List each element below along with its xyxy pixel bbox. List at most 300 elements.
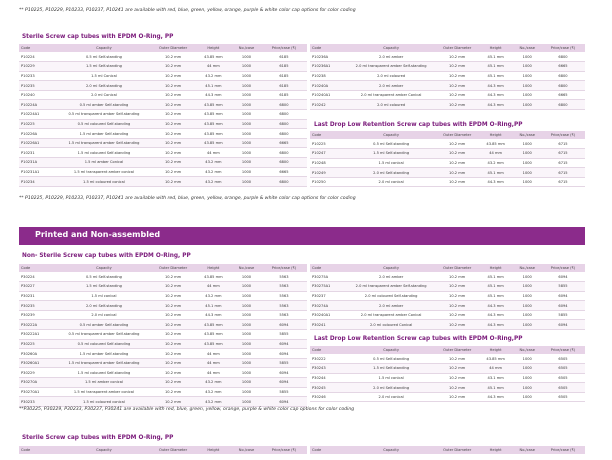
table-cell: 10.2 mm — [437, 354, 478, 364]
table-cell: 1000 — [514, 354, 542, 364]
table-cell: 5563 — [261, 272, 307, 282]
table-cell: 45.1 mm — [478, 168, 514, 178]
column-header: Outer Diameter — [437, 264, 478, 272]
table-cell: 10.2 mm — [437, 100, 478, 110]
table-cell: 45.1 mm — [478, 52, 514, 62]
table-cell: 2.0 ml transparent amber Self-standing — [346, 282, 437, 292]
table-cell: P10224A — [19, 100, 56, 110]
table-cell: 43.2 mm — [195, 158, 232, 168]
table-row — [19, 52, 307, 62]
table-cell: 1.5 ml conical — [346, 158, 437, 168]
table-cell: 1000 — [232, 310, 261, 320]
table-header-row — [310, 446, 585, 454]
table-cell: 6185 — [261, 62, 307, 72]
banner-title: Printed and Non-assembled — [35, 230, 161, 239]
table-row — [19, 81, 307, 91]
table-cell: 0.5 ml Self-standing — [56, 272, 151, 282]
table-row — [310, 168, 585, 178]
table-row — [19, 177, 307, 187]
table-cell: 1000 — [514, 158, 542, 168]
table-cell: 1000 — [232, 177, 261, 187]
table-cell: 6185 — [261, 81, 307, 91]
table-cell: 10.2 mm — [437, 282, 478, 292]
table-cell: 1.5 ml amber Conical — [56, 158, 151, 168]
table-cell: P10238 — [310, 71, 346, 81]
table-header-row — [310, 346, 585, 354]
table-row — [19, 368, 307, 378]
table-cell: P30222A1 — [19, 330, 56, 340]
table-cell: P30240A1 — [310, 310, 346, 320]
table-cell: P30244 — [310, 373, 346, 383]
table-cell: 10.2 mm — [151, 330, 194, 340]
table-row — [19, 339, 307, 349]
table-cell: 1000 — [514, 272, 542, 282]
table-cell: 6800 — [541, 71, 585, 81]
table-cell: 1000 — [232, 138, 261, 148]
table-cell: 6715 — [541, 149, 585, 159]
column-header: No./case — [514, 346, 542, 354]
table-cell: 43.2 mm — [195, 397, 232, 407]
table-cell: 44.3 mm — [195, 90, 232, 100]
column-header: No./case — [514, 264, 542, 272]
table-cell: P10240A1 — [310, 90, 346, 100]
table-cell: 43.2 mm — [478, 158, 514, 168]
table-cell: 1.5 ml coloured conical — [56, 177, 151, 187]
table-cell: P30241 — [310, 320, 346, 330]
table-cell: P30231 — [19, 291, 56, 301]
table-cell: 43.85 mm — [195, 52, 232, 62]
table-cell: 6715 — [541, 177, 585, 187]
table-cell: 1000 — [514, 149, 542, 159]
table-row — [310, 282, 585, 292]
table-cell: 6094 — [261, 339, 307, 349]
table-cell: 6505 — [541, 392, 585, 402]
table-row — [19, 71, 307, 81]
table-cell: P10236A — [310, 52, 346, 62]
table-cell: P30224 — [19, 272, 56, 282]
table-cell: 1000 — [232, 272, 261, 282]
column-header: Code — [310, 264, 346, 272]
table-cell: P10233 — [19, 71, 56, 81]
table-row — [19, 358, 307, 368]
table-cell: 10.2 mm — [151, 358, 194, 368]
column-header: Code — [310, 446, 346, 454]
table-cell: 1000 — [514, 90, 542, 100]
table-cell: 6094 — [541, 272, 585, 282]
table-cell: 1000 — [232, 90, 261, 100]
table-cell: P30275A — [310, 272, 346, 282]
table-cell: 2.0 ml amber — [346, 81, 437, 91]
table-row — [19, 90, 307, 100]
table-header-row — [310, 131, 585, 139]
column-header: Height — [478, 446, 514, 454]
table-cell: 10.2 mm — [151, 397, 194, 407]
column-header: Height — [195, 44, 232, 52]
table-cell: 10.2 mm — [151, 71, 194, 81]
table-cell: 6800 — [261, 158, 307, 168]
table-cell: 1000 — [232, 129, 261, 139]
table-cell: 43.2 mm — [195, 167, 232, 177]
table-cell: 10.2 mm — [437, 90, 478, 100]
table-cell: 1000 — [514, 364, 542, 374]
table-cell: 6715 — [541, 139, 585, 149]
table-cell: 43.1 mm — [478, 373, 514, 383]
table-cell: 10.2 mm — [437, 310, 478, 320]
column-header: Outer Diameter — [151, 446, 194, 454]
table-row — [19, 119, 307, 129]
table-row — [19, 282, 307, 292]
table-cell: 10.2 mm — [151, 301, 194, 311]
table-cell: 10.2 mm — [151, 62, 194, 72]
table-cell: 10.2 mm — [437, 139, 478, 149]
sterile-table-bottom-left — [19, 446, 307, 454]
table-cell: 10.2 mm — [151, 81, 194, 91]
table-cell: 5855 — [261, 358, 307, 368]
table-row — [310, 177, 585, 187]
table-cell: 45.1 mm — [478, 71, 514, 81]
sterile-section-title: Sterile Screw cap tubes with EPDM O-Ring, PP — [22, 34, 174, 40]
table-row — [310, 81, 585, 91]
table-cell: 1000 — [232, 167, 261, 177]
table-cell: 10.2 mm — [151, 387, 194, 397]
table-cell: 44.3 mm — [478, 310, 514, 320]
sterile-table-left — [19, 44, 307, 187]
table-cell: 10.2 mm — [151, 119, 194, 129]
column-header: Code — [19, 264, 56, 272]
table-cell: 0.5 ml amber Self-standing — [56, 320, 151, 330]
table-row — [19, 320, 307, 330]
table-cell: 2.0 ml transparent amber Conical — [346, 310, 437, 320]
table-cell: 43.85 mm — [195, 320, 232, 330]
table-cell: P10250 — [310, 177, 346, 187]
column-header: Code — [19, 44, 56, 52]
table-cell: 5855 — [541, 282, 585, 292]
table-cell: 10.2 mm — [437, 392, 478, 402]
table-cell: 2.0 ml transparent amber Conical — [346, 90, 437, 100]
table-cell: 1000 — [514, 310, 542, 320]
table-cell: 10.2 mm — [151, 110, 194, 120]
table-cell: 2.0 ml Self-standing — [346, 168, 437, 178]
table-cell: 10.2 mm — [437, 158, 478, 168]
table-cell: 1.5 ml transparent amber conical — [56, 387, 151, 397]
table-row — [310, 272, 585, 282]
table-cell: 44.3 mm — [478, 177, 514, 187]
sterile-table-bottom-right — [310, 446, 585, 454]
table-row — [19, 301, 307, 311]
table-cell: 10.2 mm — [437, 149, 478, 159]
table-cell: 10.2 mm — [151, 158, 194, 168]
table-cell: P30260A1 — [19, 358, 56, 368]
table-row — [19, 110, 307, 120]
table-cell: P10247 — [310, 149, 346, 159]
table-cell: 44 mm — [195, 349, 232, 359]
table-cell: 0.5 ml Self-standing — [56, 52, 151, 62]
table-cell: 10.2 mm — [437, 52, 478, 62]
table-row — [19, 291, 307, 301]
table-cell: 2.0 ml amber — [346, 52, 437, 62]
table-cell: P30229 — [19, 368, 56, 378]
table-cell: 45.1 mm — [478, 62, 514, 72]
last-drop-title-1: Last Drop Low Retention Screw cap tubes with EPDM O-Ring,PP — [314, 122, 523, 128]
table-row — [310, 301, 585, 311]
table-cell: 1000 — [232, 158, 261, 168]
column-header: Capacity — [56, 264, 151, 272]
table-cell: 10.2 mm — [437, 81, 478, 91]
table-cell: 44 mm — [195, 358, 232, 368]
table-cell: 5563 — [261, 310, 307, 320]
table-cell: 1000 — [232, 330, 261, 340]
table-row — [310, 354, 585, 364]
table-cell: 44.3 mm — [478, 81, 514, 91]
table-row — [19, 62, 307, 72]
table-cell: 6505 — [541, 383, 585, 393]
column-header: Price/case (₹) — [261, 44, 307, 52]
table-cell: 43.2 mm — [195, 378, 232, 388]
table-cell: 10.2 mm — [437, 291, 478, 301]
table-cell: 6800 — [261, 119, 307, 129]
table-cell: 1000 — [232, 148, 261, 158]
table-cell: 1000 — [232, 119, 261, 129]
table-cell: P10235 — [19, 81, 56, 91]
column-header: Height — [478, 264, 514, 272]
table-cell: P10234 — [19, 177, 56, 187]
table-cell: 6665 — [541, 90, 585, 100]
table-cell: 2.0 ml amber — [346, 301, 437, 311]
table-cell: P10236A1 — [310, 62, 346, 72]
table-row — [19, 310, 307, 320]
table-cell: P10240A — [310, 81, 346, 91]
nonsterile-section-title: Non- Sterile Screw cap tubes with EPDM O-Ring, PP — [22, 253, 191, 259]
column-header: Height — [478, 44, 514, 52]
column-header: Outer Diameter — [151, 44, 194, 52]
table-row — [310, 158, 585, 168]
table-cell: 10.2 mm — [437, 272, 478, 282]
table-cell: 1000 — [514, 81, 542, 91]
table-cell: 43.85 mm — [195, 129, 232, 139]
table-cell: 10.2 mm — [151, 282, 194, 292]
column-header: Price/case (₹) — [541, 446, 585, 454]
table-cell: 1000 — [514, 52, 542, 62]
table-cell: 1000 — [232, 339, 261, 349]
table-cell: 1.5 ml conical — [56, 291, 151, 301]
table-cell: 2.0 ml conical — [346, 177, 437, 187]
note-top: ** P10225, P10229, P10233, P10237, P10241 are available with red, blue, green, yellow, orange, purple & white color cap options for color coding — [19, 8, 356, 13]
column-header: Capacity — [346, 446, 437, 454]
table-cell: 1.5 ml coloured Self-standing — [56, 148, 151, 158]
column-header: No./case — [514, 131, 542, 139]
table-row — [19, 138, 307, 148]
table-cell: 1.5 ml transparent amber conical — [56, 167, 151, 177]
table-cell: 10.2 mm — [151, 148, 194, 158]
column-header: No./case — [232, 446, 261, 454]
table-cell: 6505 — [541, 364, 585, 374]
table-cell: 1000 — [514, 62, 542, 72]
table-cell: P10249 — [310, 168, 346, 178]
table-cell: 1000 — [514, 71, 542, 81]
table-cell: 1000 — [514, 282, 542, 292]
table-cell: 10.2 mm — [151, 129, 194, 139]
table-cell: 44.3 mm — [478, 100, 514, 110]
table-cell: P30275A1 — [310, 282, 346, 292]
table-cell: P10225 — [19, 119, 56, 129]
table-cell: 1000 — [232, 368, 261, 378]
table-row — [19, 387, 307, 397]
table-cell: 1.5 ml Self-standing — [346, 364, 437, 374]
table-row — [310, 383, 585, 393]
table-cell: 1.5 ml coloured Self-standing — [56, 368, 151, 378]
table-cell: P10226A — [19, 129, 56, 139]
table-cell: P10248 — [310, 158, 346, 168]
table-cell: 43.2 mm — [195, 291, 232, 301]
table-cell: 10.2 mm — [151, 272, 194, 282]
table-cell: 44.3 mm — [195, 310, 232, 320]
table-cell: P10242 — [310, 100, 346, 110]
table-cell: 6800 — [261, 148, 307, 158]
sterile-section-title-2: Sterile Screw cap tubes with EPDM O-Ring, PP — [22, 435, 174, 441]
table-cell: 6094 — [261, 397, 307, 407]
table-header-row — [19, 44, 307, 52]
table-cell: 1000 — [232, 291, 261, 301]
table-cell: P10226A1 — [19, 138, 56, 148]
table-row — [19, 167, 307, 177]
table-row — [19, 148, 307, 158]
table-cell: 1000 — [514, 100, 542, 110]
table-cell: 10.2 mm — [437, 383, 478, 393]
table-cell: 6800 — [261, 110, 307, 120]
table-row — [310, 149, 585, 159]
table-cell: 6800 — [541, 52, 585, 62]
column-header: Height — [478, 346, 514, 354]
table-cell: P30225 — [19, 339, 56, 349]
table-cell: 10.2 mm — [151, 52, 194, 62]
table-cell: P30235 — [19, 301, 56, 311]
table-row — [310, 62, 585, 72]
table-cell: P30243 — [310, 364, 346, 374]
column-header: Capacity — [56, 44, 151, 52]
table-row — [19, 330, 307, 340]
table-cell: 1.5 ml conical — [346, 373, 437, 383]
table-row — [19, 158, 307, 168]
table-cell: 5563 — [261, 301, 307, 311]
table-cell: 10.2 mm — [437, 320, 478, 330]
table-cell: 5855 — [261, 330, 307, 340]
table-row — [19, 100, 307, 110]
table-cell: P10231A — [19, 158, 56, 168]
table-cell: P30246 — [310, 392, 346, 402]
table-cell: 6094 — [261, 378, 307, 388]
table-header-row — [19, 264, 307, 272]
last-drop-table-2 — [310, 346, 585, 402]
table-cell: P30239 — [19, 310, 56, 320]
table-cell: 43.2 mm — [195, 71, 232, 81]
column-header: Capacity — [346, 44, 437, 52]
table-cell: 1000 — [514, 139, 542, 149]
table-cell: 0.5 ml coloured Self-standing — [56, 339, 151, 349]
table-cell: 6094 — [541, 291, 585, 301]
table-row — [310, 100, 585, 110]
column-header: Price/case (₹) — [541, 346, 585, 354]
column-header: Price/case (₹) — [261, 446, 307, 454]
column-header: Price/case (₹) — [541, 131, 585, 139]
table-cell: 2.0 ml coloured — [346, 100, 437, 110]
table-row — [310, 392, 585, 402]
table-cell: 2.0 ml coloured Conical — [346, 320, 437, 330]
table-cell: 6800 — [261, 100, 307, 110]
table-cell: 0.5 ml transparent amber Self-standing — [56, 110, 151, 120]
table-cell: 44 mm — [195, 368, 232, 378]
table-cell: 1000 — [514, 291, 542, 301]
table-cell: 1000 — [232, 358, 261, 368]
table-cell: 6185 — [261, 71, 307, 81]
table-row — [310, 52, 585, 62]
table-cell: 2.0 ml Self-standing — [56, 81, 151, 91]
table-cell: 10.2 mm — [151, 378, 194, 388]
table-cell: 1000 — [232, 349, 261, 359]
table-cell: 1000 — [232, 282, 261, 292]
table-cell: 45.1 mm — [478, 282, 514, 292]
table-cell: 43.85 mm — [195, 119, 232, 129]
table-row — [310, 364, 585, 374]
column-header: Height — [478, 131, 514, 139]
table-cell: 1000 — [232, 62, 261, 72]
column-header: Price/case (₹) — [261, 264, 307, 272]
table-cell: 10.2 mm — [437, 177, 478, 187]
table-cell: 0.5 ml Self-standing — [346, 139, 437, 149]
table-row — [310, 291, 585, 301]
table-cell: 44 mm — [478, 364, 514, 374]
table-cell: 10.2 mm — [151, 138, 194, 148]
table-cell: 10.2 mm — [151, 310, 194, 320]
table-cell: 5855 — [261, 387, 307, 397]
printed-banner — [19, 227, 585, 245]
table-row — [19, 272, 307, 282]
table-cell: 5563 — [261, 282, 307, 292]
table-cell: 1000 — [514, 392, 542, 402]
table-cell: P30222 — [310, 354, 346, 364]
table-cell: 2.0 ml coloured — [346, 71, 437, 81]
table-cell: P30237 — [310, 291, 346, 301]
table-cell: 10.2 mm — [437, 62, 478, 72]
table-cell: 6665 — [541, 62, 585, 72]
table-cell: 43.85 mm — [195, 339, 232, 349]
table-cell: 43.85 mm — [195, 100, 232, 110]
table-cell: 10.2 mm — [437, 373, 478, 383]
table-cell: 10.2 mm — [151, 349, 194, 359]
table-cell: 1000 — [232, 71, 261, 81]
table-cell: 2.0 ml Self-standing — [346, 383, 437, 393]
table-cell: 44 mm — [195, 148, 232, 158]
table-cell: 10.2 mm — [151, 177, 194, 187]
column-header: Capacity — [346, 346, 437, 354]
table-cell: 1000 — [232, 320, 261, 330]
table-cell: 43.85 mm — [195, 138, 232, 148]
table-cell: 1000 — [232, 110, 261, 120]
table-cell: 1000 — [232, 387, 261, 397]
table-row — [19, 349, 307, 359]
table-cell: P30233 — [19, 397, 56, 407]
table-cell: 10.2 mm — [151, 291, 194, 301]
table-cell: 1.5 ml Self-standing — [56, 62, 151, 72]
column-header: No./case — [232, 44, 261, 52]
table-cell: 6094 — [541, 320, 585, 330]
table-cell: P10231 — [19, 148, 56, 158]
nonsterile-table-left — [19, 264, 307, 407]
table-cell: 44.3 mm — [478, 301, 514, 311]
table-cell: P30222A — [19, 320, 56, 330]
table-cell: P30227 — [19, 282, 56, 292]
table-cell: 2.0 ml Self-standing — [56, 301, 151, 311]
table-cell: 1000 — [232, 301, 261, 311]
